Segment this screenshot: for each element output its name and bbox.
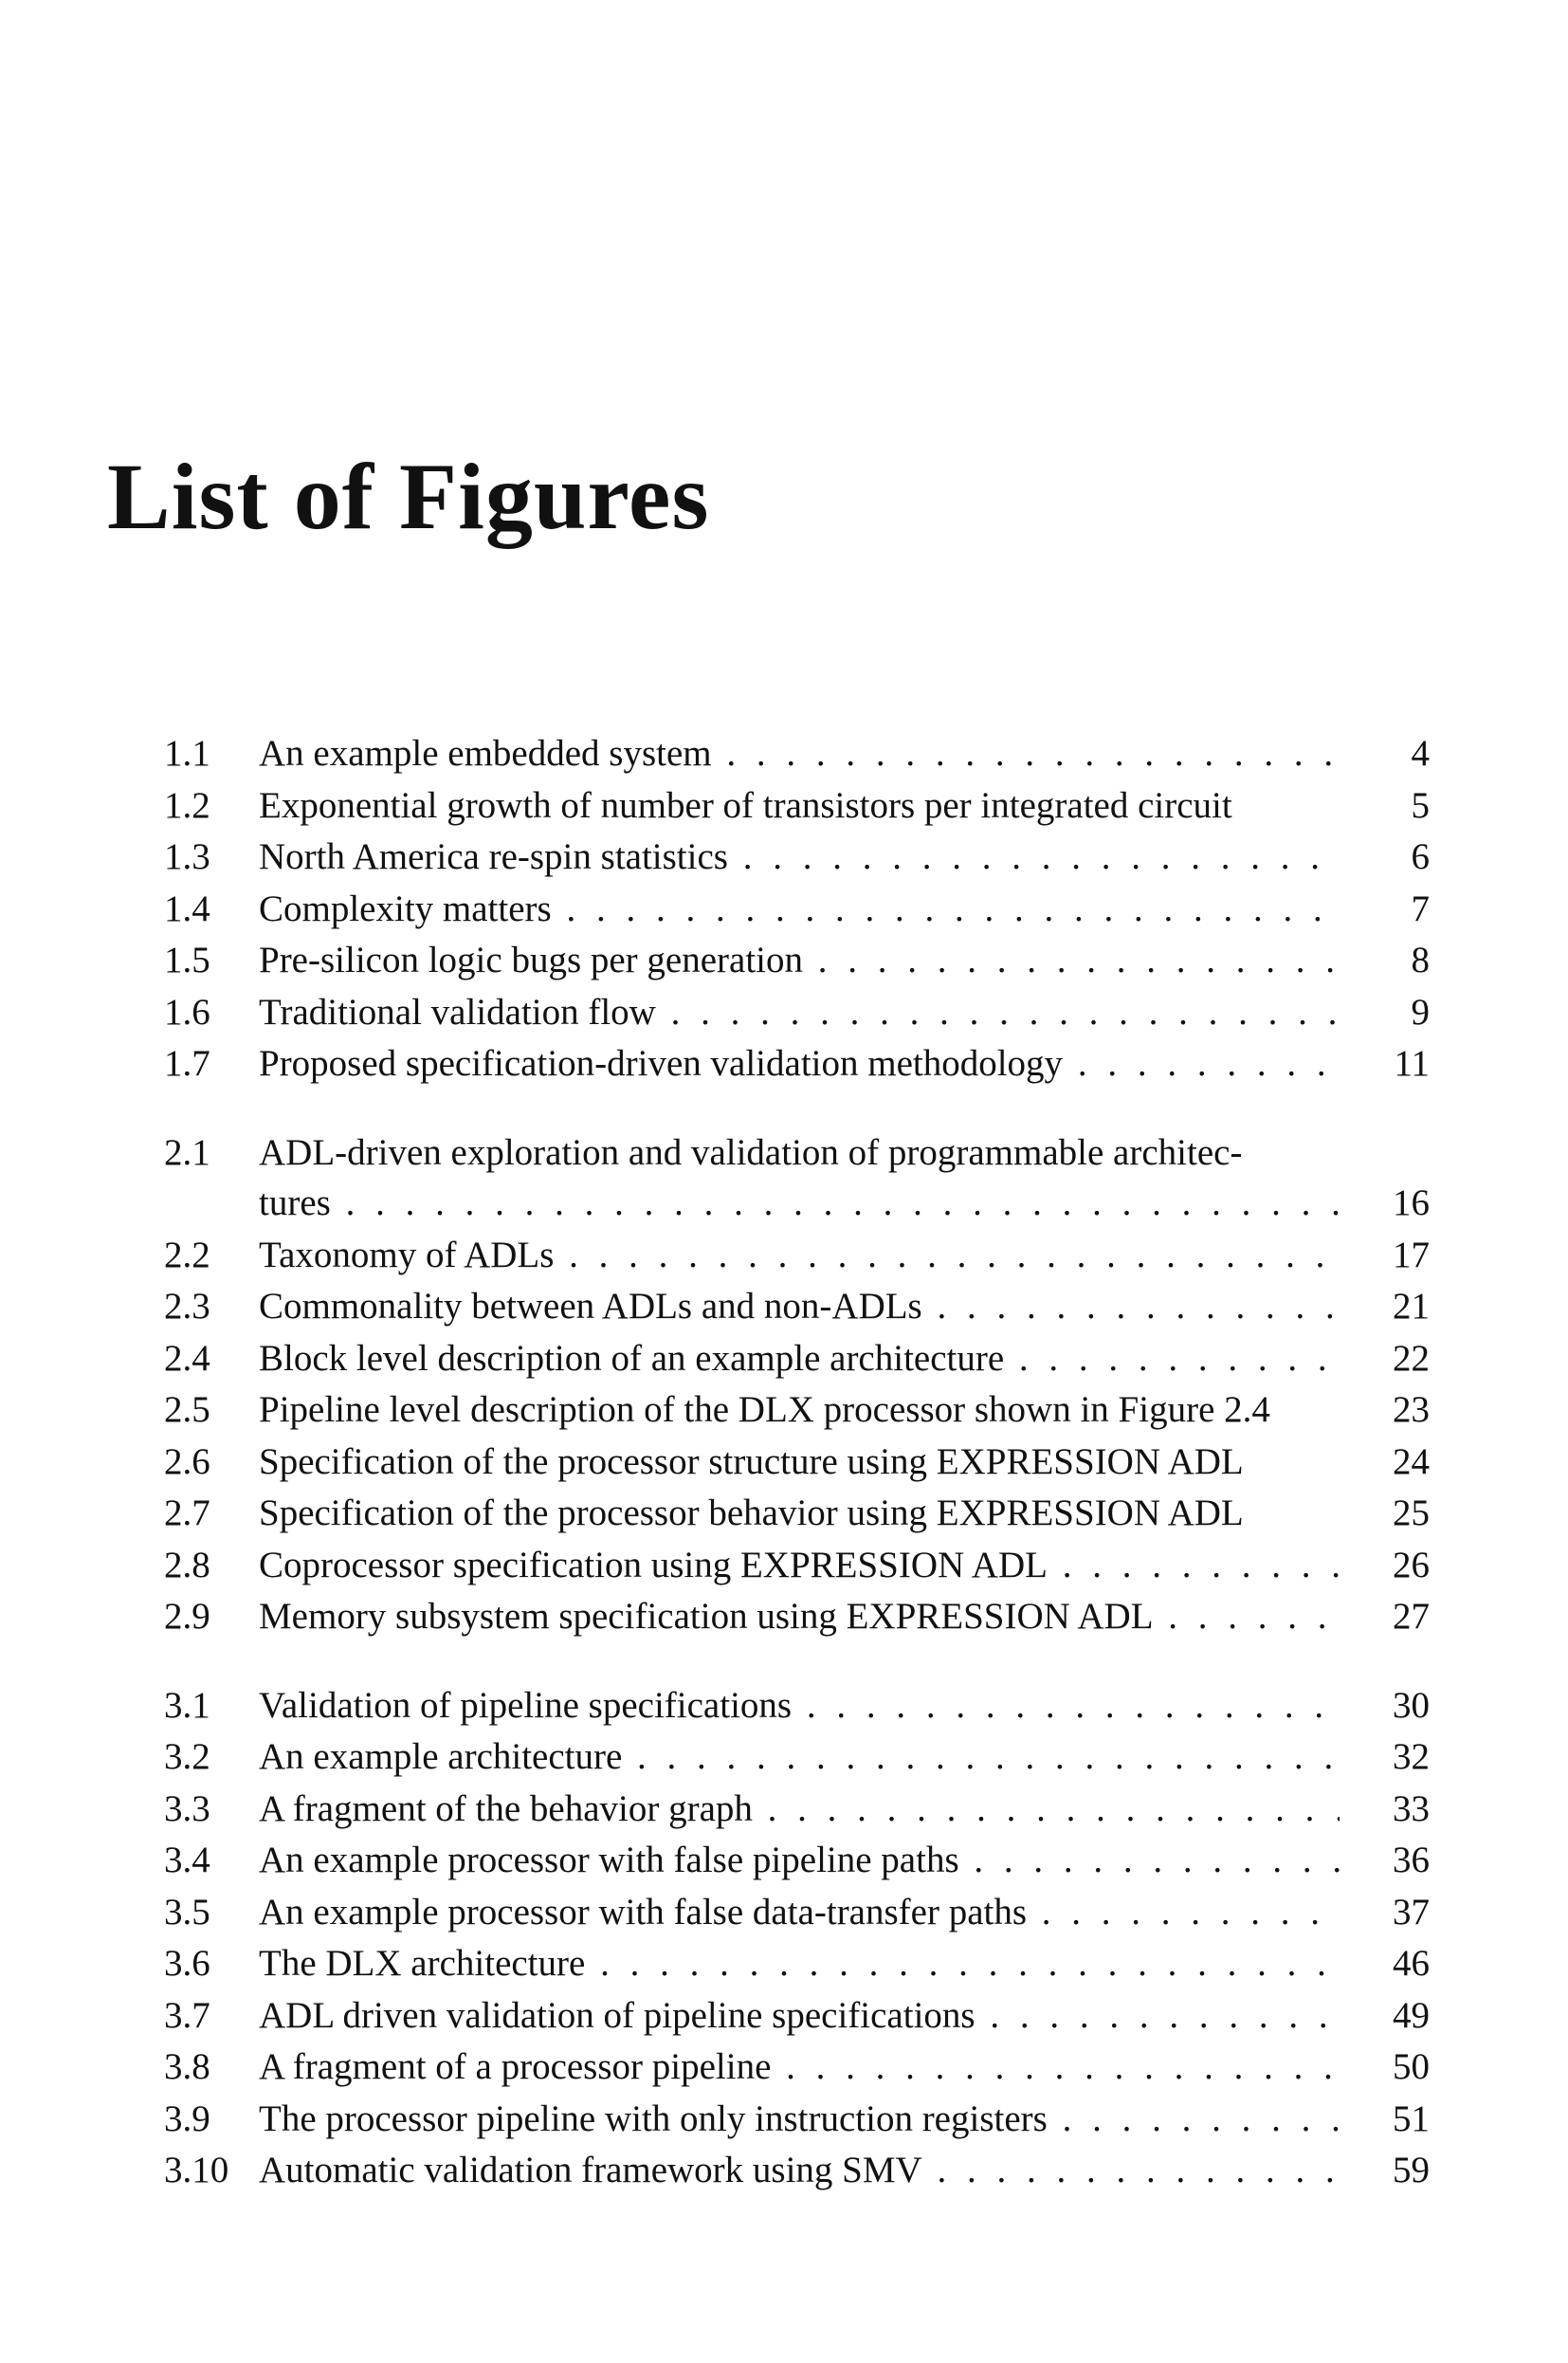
- figure-page-number: 21: [1393, 1286, 1430, 1327]
- figure-entry[interactable]: [164, 1680, 1430, 1732]
- figure-title: Memory subsystem specification using EXPRESSION ADL . . .: [259, 1591, 1340, 1643]
- figure-page-number: 27: [1393, 1596, 1430, 1637]
- figure-page-number: 4: [1411, 733, 1430, 774]
- figure-title: An example embedded system . . .: [259, 728, 1340, 780]
- figure-page-number: 36: [1393, 1840, 1430, 1880]
- figure-page-number: 17: [1393, 1234, 1430, 1275]
- figure-number: 2.9: [164, 1596, 210, 1637]
- figure-entry[interactable]: [164, 1784, 1430, 1836]
- figure-page-number: 32: [1393, 1736, 1430, 1777]
- figure-number: 2.7: [164, 1493, 210, 1533]
- figure-entry[interactable]: [164, 1127, 1430, 1177]
- figure-entry[interactable]: [164, 935, 1430, 987]
- figure-page-number: 51: [1393, 2097, 1430, 2139]
- figure-number: 1.1: [164, 733, 210, 774]
- figure-entry[interactable]: [164, 987, 1430, 1039]
- figure-entry[interactable]: [164, 884, 1430, 936]
- page-title: List of Figures: [107, 444, 710, 549]
- figure-entry[interactable]: [164, 780, 1430, 833]
- figure-title: North America re-spin statistics . . .: [259, 832, 1340, 884]
- figure-page-number: 7: [1411, 888, 1430, 929]
- figure-entry[interactable]: [164, 1281, 1430, 1333]
- figure-page-number: 6: [1411, 836, 1430, 877]
- figure-title: Taxonomy of ADLs . . .: [259, 1230, 1340, 1282]
- figure-number: 2.8: [164, 1544, 210, 1585]
- figure-entry[interactable]: [164, 1731, 1430, 1784]
- figure-page-number: 23: [1393, 1389, 1430, 1430]
- figure-title: Specification of the processor structure using EXPRESSION ADL: [259, 1440, 1244, 1482]
- figure-number: 3.6: [164, 1943, 210, 1984]
- figure-entry-continuation[interactable]: [164, 1177, 1430, 1230]
- figure-page-number: 5: [1411, 784, 1430, 826]
- figure-number: 1.6: [164, 991, 210, 1033]
- figure-title: The processor pipeline with only instruction registers . . .: [259, 2094, 1340, 2146]
- figure-title: Complexity matters . . .: [259, 884, 1340, 936]
- figure-entry[interactable]: [164, 832, 1430, 884]
- figure-entry[interactable]: [164, 1038, 1430, 1090]
- figure-number: 1.2: [164, 784, 210, 826]
- figure-page-number: 22: [1393, 1337, 1430, 1379]
- figure-page-number: 46: [1393, 1943, 1430, 1984]
- figure-number: 2.2: [164, 1234, 210, 1275]
- figure-page-number: 8: [1411, 940, 1430, 980]
- figure-title: ADL driven validation of pipeline specifications . . .: [259, 1990, 1340, 2042]
- figure-number: 2.4: [164, 1337, 210, 1379]
- figure-number: 3.8: [164, 2046, 210, 2087]
- figure-title: A fragment of the behavior graph . . .: [259, 1784, 1340, 1836]
- figure-title: Proposed specification-driven validation methodology . . .: [259, 1038, 1340, 1090]
- figure-number: 3.4: [164, 1840, 210, 1880]
- figure-page-number: 25: [1393, 1493, 1430, 1533]
- figure-entry[interactable]: [164, 1990, 1430, 2042]
- figure-page-number: 59: [1393, 2150, 1430, 2190]
- figure-entry[interactable]: [164, 1887, 1430, 1939]
- figure-title: A fragment of a processor pipeline . . .: [259, 2042, 1340, 2094]
- figure-title: An example processor with false data-transfer paths . . .: [259, 1887, 1340, 1939]
- figure-number: 1.4: [164, 888, 210, 929]
- figure-number: 1.5: [164, 940, 210, 980]
- figure-entry[interactable]: [164, 1591, 1430, 1643]
- figure-title: An example architecture . . .: [259, 1731, 1340, 1784]
- figure-number: 2.5: [164, 1389, 210, 1430]
- figure-number: 3.5: [164, 1891, 210, 1933]
- figure-number: 2.3: [164, 1286, 210, 1327]
- figure-title: Commonality between ADLs and non-ADLs . . .: [259, 1281, 1340, 1333]
- figure-entry[interactable]: [164, 1540, 1430, 1592]
- figure-title: Specification of the processor behavior using EXPRESSION ADL: [259, 1493, 1244, 1533]
- figure-page-number: 33: [1393, 1787, 1430, 1829]
- figure-group-2: [164, 1127, 1430, 1643]
- figure-title: Traditional validation flow . . .: [259, 987, 1340, 1039]
- figure-entry[interactable]: [164, 728, 1430, 780]
- figure-page-number: 26: [1393, 1544, 1430, 1585]
- figure-group-1: [164, 728, 1430, 1090]
- figure-title: Pre-silicon logic bugs per generation . . .: [259, 935, 1340, 987]
- figure-page-number: 37: [1393, 1891, 1430, 1933]
- figure-page-number: 30: [1393, 1684, 1430, 1726]
- figure-entry[interactable]: [164, 1488, 1430, 1540]
- figure-entry[interactable]: [164, 2094, 1430, 2146]
- figure-title-continuation: tures . . .: [259, 1177, 1340, 1230]
- figure-entry[interactable]: [164, 2145, 1430, 2197]
- figure-group-3: [164, 1680, 1430, 2197]
- figure-title: Pipeline level description of the DLX processor shown in Figure 2.4: [259, 1389, 1270, 1430]
- figure-number: 1.7: [164, 1043, 210, 1084]
- figure-number: 3.3: [164, 1787, 210, 1829]
- figure-page-number: 50: [1393, 2046, 1430, 2087]
- figure-title: Block level description of an example architecture . . .: [259, 1333, 1340, 1385]
- figure-entry[interactable]: [164, 1938, 1430, 1990]
- figure-page-number: 24: [1393, 1440, 1430, 1482]
- figure-entry[interactable]: [164, 1384, 1430, 1437]
- figure-number: 3.1: [164, 1684, 210, 1726]
- list-of-figures: [164, 728, 1430, 2234]
- figure-page-number: 49: [1393, 1994, 1430, 2036]
- figure-number: 1.3: [164, 836, 210, 877]
- figure-title: Automatic validation framework using SMV . . .: [259, 2145, 1340, 2197]
- figure-number: 3.2: [164, 1736, 210, 1777]
- figure-number: 2.1: [164, 1131, 210, 1173]
- figure-page-number: 9: [1411, 991, 1430, 1033]
- figure-title: An example processor with false pipeline paths . . .: [259, 1835, 1340, 1887]
- figure-title: ADL-driven exploration and validation of programmable architec-: [259, 1131, 1243, 1173]
- figure-title: Validation of pipeline specifications . . .: [259, 1680, 1340, 1732]
- figure-entry[interactable]: [164, 1437, 1430, 1489]
- figure-number: 3.7: [164, 1994, 210, 2036]
- figure-number: 3.10: [164, 2150, 229, 2190]
- figure-entry[interactable]: [164, 2042, 1430, 2094]
- figure-page-number: 11: [1394, 1043, 1430, 1084]
- figure-entry[interactable]: [164, 1835, 1430, 1887]
- figure-title: Coprocessor specification using EXPRESSION ADL . . .: [259, 1540, 1340, 1592]
- figure-number: 2.6: [164, 1440, 210, 1482]
- figure-number: 3.9: [164, 2097, 210, 2139]
- figure-title: Exponential growth of number of transistors per integrated circuit: [259, 784, 1232, 826]
- figure-title: The DLX architecture . . .: [259, 1938, 1340, 1990]
- figure-page-number: 16: [1393, 1182, 1430, 1223]
- figure-entry[interactable]: [164, 1333, 1430, 1385]
- figure-entry[interactable]: [164, 1230, 1430, 1282]
